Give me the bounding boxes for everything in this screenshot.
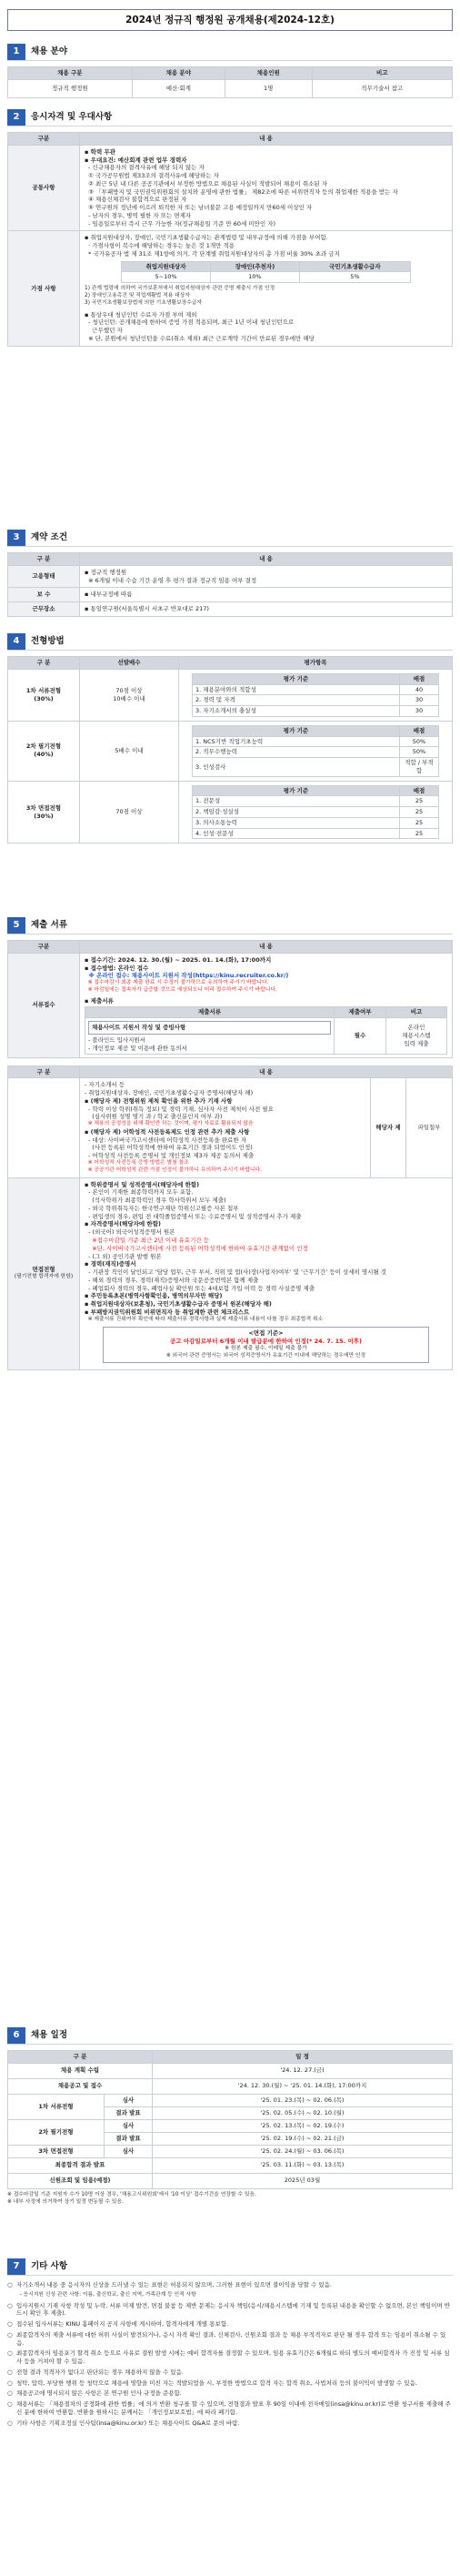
table-header: 비고 [312, 67, 452, 80]
preference-extra: 근무했던 자 [85, 327, 123, 335]
preference-table [121, 261, 411, 284]
table-header: 구 분 [8, 1066, 80, 1078]
table-header: 평가 기준 [193, 785, 400, 796]
section-title: 응시자격 및 우대사항 [31, 111, 113, 122]
table-header: 취업지원대상자 [121, 261, 210, 272]
section-title: 채용 분야 [31, 45, 68, 56]
bullet-icon: ○ [7, 2400, 13, 2409]
list-item-text: 최종합격자의 제출 서류에 대한 허위 사실이 발견되거나, 응시 자격 확인 결과, 신체검사, 신원조회 결과 등 채용 부적격자로 판단 될 경우 합격 또는 임용이 취소될 수 있음. [16, 2330, 446, 2347]
stage-ratio: (40%) [34, 751, 54, 759]
interview-doc-line: (석사학위가 최종학력인 경우 학사학위서 모두 제출) [85, 1197, 226, 1205]
list-item-text: 전형 결과 적격자가 없다고 판단되는 경우 채용하지 않을 수 있음. [16, 2368, 184, 2376]
preference-extra: - 청년인턴: 공개채용에 한하여 증빙 가점 적용되며, 최근 1년 이내 청년인턴으로 [85, 318, 295, 327]
table-row [8, 565, 453, 588]
schedule-date: '25. 02. 05.(수) ~ 02. 10.(월) [260, 2108, 345, 2116]
interview-doc-line: ▪ 학위증명서 및 성적증명서(해당자에 한함) [85, 1180, 200, 1188]
additional-docs-content [80, 1078, 453, 1177]
interview-doc-line: - (외국어) 외국어성적증명서 원본 [85, 1228, 175, 1237]
stage-ratio: (30%) [34, 812, 54, 820]
schedule-date-cell [153, 2145, 453, 2157]
interview-docs [80, 1177, 453, 1369]
interview-doc-line: ※단, 사이버국가고시센터에 사전 등록된 어학성적에 한하여 유효기간 관계없이 인정 [85, 1244, 308, 1252]
table-header: 채용 분야 [132, 67, 225, 80]
bullet-icon: ○ [7, 2349, 13, 2358]
submission-line: ▪ 접수기간: 2024. 12. 30.(월) ~ 2025. 01. 14.(화), 17:00까지 [85, 955, 272, 964]
table-row [8, 602, 453, 617]
row-label: 고용형태 [8, 565, 80, 588]
qualification-table [7, 132, 453, 347]
schedule-row [8, 2094, 453, 2119]
table-header: 배점 [400, 725, 439, 736]
etc-list [7, 2281, 453, 2428]
contract-line: ▪ 정규직 행정원 [85, 568, 127, 576]
criteria-row [193, 747, 439, 758]
additional-doc-line: - 자기소개서 등 [85, 1081, 125, 1089]
section-selection [7, 633, 453, 844]
additional-doc-line: (심사위원 성명 명기 과 / 학교 출신분인지 여부 과) [85, 1113, 223, 1121]
preference-extra: ※ 단, 본원에서 청년인턴을 수료(취소 제외) 최근 근로계약 기간이 만료된 경우에만 해당 [85, 334, 315, 342]
list-item-text: 입사지원시 기재 사항 작성 및 누락, 서류 미제 발견, 면접 불참 등 제반 문제는 응시자 책임(응시/채용시스템에 기재 및 등록된 내용을 확인할 수 없으면, 본인 책임이며 반드시 확인 후 제출). [16, 2301, 450, 2318]
criteria-score: 30 [400, 706, 439, 717]
table-header: 제출서류 [85, 1007, 335, 1018]
schedule-row [8, 2145, 453, 2157]
bullet-icon: ○ [7, 2379, 13, 2387]
submission-line: ※ 마감일에는 접속자가 급증할 것으로 예상되오니 미리 접수하여 주시기 바랍니다. [85, 986, 277, 993]
preference-line: ▪ 취업지원대상자, 장애인, 국민기초생활수급자는 관계법령 및 내부규정에 의해 가점을 부여함. [85, 234, 328, 242]
section-number: 3 [7, 530, 25, 546]
criteria-row [193, 684, 439, 695]
section-header [7, 917, 453, 934]
stage-name: 3차 면접전형 [25, 803, 62, 812]
sub-title: ▪ 제출서류 [85, 996, 114, 1005]
bullet-icon: ○ [7, 2330, 13, 2339]
schedule-stage: 채용공고 및 접수 [8, 2078, 153, 2094]
schedule-stage: 1차 서류전형 [8, 2095, 105, 2119]
row-label [8, 1177, 80, 1369]
schedule-note: ※ 접수마감일 기준 지원자 수가 10명 이상 경우, '채용고시위원회'에서 '10 이상' 접수기간을 연장할 수 있음. [7, 2191, 256, 2197]
common-requirements [80, 145, 453, 231]
list-item-text: 채용서류는 「채용절차의 공정화에 관한 법률」에 의거 반환 청구를 할 수 있으며, 전형결과 발표 후 90일 이내에 전자메일(insa@kinu.or.kr)로 반환 청구서를 제출해 주신 분에 한하여 반환함. 반환을 원하시는 분께서는 「개인정보보호법」에 따라 폐기함. [16, 2400, 451, 2416]
schedule-stage: 2차 필기전형 [8, 2120, 105, 2145]
table-header: 구분 [8, 941, 80, 954]
table-header: 장애인(추천자) [211, 261, 300, 272]
requirement-line: ③ 「부패방지 및 국민권익위원회의 설치와 운영에 관한 법률」 제82조에 따른 비위면직자 등의 취업제한 적용을 받는 자 [85, 187, 398, 196]
schedule-date: '25. 02. 24.(월) ~ 03. 06.(목) [260, 2147, 345, 2155]
table-header: 비고 [386, 1007, 447, 1018]
list-item [7, 2369, 453, 2377]
interview-label: 면접전형 [32, 1266, 55, 1274]
criteria-name: 1. NCS기반 직업기초능력 [193, 736, 400, 747]
section-number: 6 [7, 2027, 25, 2044]
additional-docs-table [7, 1066, 453, 1370]
bullet-icon: ○ [7, 2368, 13, 2376]
schedule-date-cell [153, 2094, 453, 2119]
schedule-date: '24. 12. 30.(월) ~ '25. 01. 14.(화), 17:00까지 [153, 2078, 453, 2094]
row-label: 근무장소 [8, 602, 80, 617]
list-item [7, 2400, 453, 2417]
additional-doc-line: ※ 채용의 공정성을 위해 확인만 하는 것이며, 평가 자료로 활용되지 않음 [85, 1121, 254, 1127]
stage-name: 1차 서류전형 [25, 687, 62, 695]
schedule-row [8, 2173, 453, 2188]
stage-row [8, 721, 453, 781]
additional-doc-line: ※ 공공기관 어학성적 관련 가점 인정이 불가하니 유의하여 주시기 바랍니다. [85, 1167, 262, 1173]
stage-row [8, 781, 453, 844]
schedule-stage: 3차 면접전형 [8, 2146, 105, 2157]
additional-doc-line: ※ 어학성적 사전등록 증빙 방법은 별첨 참조 [85, 1159, 189, 1166]
row-label: 보 수 [8, 588, 80, 602]
criteria-row [193, 817, 439, 828]
schedule-stage: 최종합격 결과 발표 [8, 2157, 153, 2173]
submission-line: ▪ 접수방법: 온라인 접수 [85, 964, 149, 972]
schedule-substage: 심사 [122, 2147, 135, 2155]
criteria-name: 1. 전문성 [193, 796, 400, 807]
interview-note-line: ※ 원본 제출 필수, 이메일 제출 불가 [225, 1345, 307, 1351]
row-content [80, 565, 453, 588]
list-item-text: 기타 사항은 기획조정실 인사팀(insa@kinu.or.kr) 또는 채용사이트 Q&A로 문의 바람. [16, 2419, 240, 2427]
preference-line: · 가점사항이 복수에 해당하는 경우는 높은 것 1개만 적용 [85, 242, 235, 250]
doc-item: - 블라인드 입사지원서 [88, 1035, 145, 1044]
requirement-line: ① 국가공무원법 제33조의 결격사유에 해당하는 자 [85, 172, 219, 180]
list-item-text: 최종합격자의 임용포기 할격 취소 등으로 사유로 결원 발생 시에는 예비 합격자를 결정할 수 있으며, 임용 유효기간은 6개월로 하되 별도의 예비합격자 가 진정 및 서류 심사 등을 거쳐야 할 수 있음. [16, 2349, 450, 2366]
stage-name-cell [8, 669, 80, 721]
interview-doc-line: - 해외 경력의 경우, 경력(재직)증명서와 국문공증번역본 함께 제출 [85, 1276, 259, 1284]
criteria-name: 2. 직무수행능력 [193, 747, 400, 758]
schedule-substage: 결과 발표 [115, 2108, 141, 2116]
criteria-row [193, 758, 439, 777]
schedule-stage-cell [8, 2094, 153, 2119]
stage-name-cell [8, 721, 80, 781]
required-cell: 필수 [335, 1018, 386, 1054]
section-number: 4 [7, 633, 25, 650]
stage-ratio: (30%) [34, 694, 54, 702]
list-item [7, 2331, 453, 2348]
requirement-line: ▪ 우대요건: 예산회계 관련 업무 경력자 [85, 156, 187, 164]
table-header: 평가 기준 [193, 725, 400, 736]
table-cell: 5% [299, 272, 410, 283]
section-number: 1 [7, 44, 25, 60]
criteria-score: 50% [400, 736, 439, 747]
table-header: 선발배수 [80, 657, 179, 670]
doc2-note2: 파일첨부 [417, 1124, 441, 1132]
doc2-note: 해당자 제 [371, 1078, 406, 1177]
criteria-row [193, 796, 439, 807]
schedule-stage-cell [8, 2145, 153, 2157]
schedule-date: '25. 03. 11.(화) ~ 03. 13.(목) [153, 2157, 453, 2173]
criteria-table [192, 673, 439, 717]
select-ratio: 70점 이상 10배수 이내 [80, 669, 179, 721]
table-header: 구분 [8, 133, 80, 146]
table-header: 구 분 [8, 2051, 153, 2064]
table-header: 배점 [400, 673, 439, 684]
list-item [7, 2281, 453, 2289]
table-cell: 예산·회계 [132, 79, 225, 97]
schedule-row [8, 2119, 453, 2145]
requirement-line: - 남자의 경우, 병역 필한 자 또는 면제자 [85, 211, 192, 219]
table-row [8, 588, 453, 602]
criteria-row [193, 736, 439, 747]
interview-sublabel: (필기전형 합격자에 한함) [14, 1274, 74, 1280]
preference-note: 2) 장애인고용촉진 및 직업재활법 적용 대상자 [85, 293, 190, 299]
select-ratio: 70점 이상 [80, 781, 179, 844]
list-item [7, 2292, 453, 2299]
table-header: 내 용 [80, 553, 453, 566]
schedule-stage-cell [8, 2119, 153, 2145]
row-label: 서류접수 [8, 953, 80, 1057]
section-title: 전형방법 [31, 635, 65, 646]
interview-note-line: ※ 외국어 관련 증명서는 외국어 성적증명서가 유효기간 이내에 해당하는 경우에만 인정 [165, 1352, 366, 1359]
criteria-name: 2. 경력 및 자격 [193, 695, 400, 706]
additional-doc-line: (사전 등록된 어학성적에 한하여 유효기간 경과 되었어도 인정) [85, 1144, 253, 1152]
interview-doc-line: - 폐업회사 경력의 경우, 폐업사실 확인원 또는 4대보험 가입 이력 등 경력 사실증명 제출 [85, 1284, 315, 1292]
submission-line: ※ 접수마감시 최종 제출 완료 시 수정이 불가하므로 유의하여 주시기 바랍니다. [85, 980, 269, 986]
section-title: 계약 조건 [31, 531, 68, 542]
schedule-row [8, 2063, 453, 2078]
section-header [7, 2258, 453, 2276]
criteria-score: 50% [400, 747, 439, 758]
schedule-date: 2025년 03월 [153, 2173, 453, 2188]
submission-line: ※ 온라인 접수: 채용사이트 지원서 작성(https://kinu.recruiter.co.kr/) [85, 972, 289, 980]
section-documents [7, 917, 453, 1370]
list-item-text: 채용공고에 명시되지 않은 사항은 본 연구원 인사 규정을 준용함. [16, 2389, 182, 2398]
section-title: 채용 일정 [31, 2029, 68, 2040]
table-header: 채용인원 [225, 67, 312, 80]
criteria-name: 3. 의사소통능력 [193, 817, 400, 828]
criteria-row [193, 706, 439, 717]
interview-doc-line: ▪ 주민등록초본(병역사항확인용, 병역의무자만 해당) [85, 1292, 223, 1300]
contract-line: ▪ 통일연구원(서울특별시 서초구 반포대로 217) [85, 605, 209, 613]
section-header [7, 44, 453, 61]
stage-name: 2차 필기전형 [25, 742, 62, 751]
list-item-text: 청탁, 압력, 부당한 행위 등 청탁으로 채용에 영향을 미친 자는 적발되었을 시, 부정한 방법으로 합격 자는 합격 취소, 사법처리 등의 불이익이 발생할 수 있음. [16, 2379, 417, 2387]
table-header: 평가 기준 [193, 673, 400, 684]
row-label: 공통사항 [8, 145, 80, 231]
section-contract [7, 530, 453, 617]
schedule-substage: 심사 [105, 2095, 152, 2107]
doc-cell [85, 1018, 335, 1054]
additional-doc-line: ▪ (해당자 제) 어학성적 사전등록제도 인정 관련 추가 제출 사항 [85, 1127, 250, 1136]
section-header [7, 109, 453, 126]
requirement-line: ② 최근 5년 내 다른 공공기관에서 부정한 방법으로 채용된 사실이 적발되어 채용이 취소된 자 [85, 179, 328, 187]
interview-note-title: <면접 기준> [248, 1329, 284, 1338]
criteria-score: 25 [400, 796, 439, 807]
section-number: 2 [7, 109, 25, 126]
section-header [7, 2027, 453, 2045]
row-label: 가점 사항 [8, 231, 80, 346]
criteria-score: 25 [400, 807, 439, 818]
table-header: 내 용 [80, 941, 453, 954]
interview-doc-line: - 편입생의 경우, 편입 전 대학졸업증명서 또는 수료증명서 및 성적증명서 추가 제출 [85, 1212, 302, 1220]
criteria-name: 3. 인성검사 [193, 758, 400, 777]
schedule-note: ※ 내부 사정에 의거하여 상기 일정 변동될 수 있음. [7, 2198, 124, 2205]
row-content [80, 602, 453, 617]
table-header: 내 용 [80, 133, 453, 146]
preference-content [80, 231, 453, 346]
stage-row [8, 669, 453, 721]
requirement-line: ⑤ 연구원의 정년에 이르러 퇴직한 자 또는 남녀불문 고용 예정일까지 만60세 이상인 자 [85, 204, 313, 212]
criteria-name: 4. 인성·전문성 [193, 828, 400, 839]
bullet-icon: ○ [7, 2389, 13, 2398]
requirement-line: ▪ 학력 무관 [85, 147, 116, 156]
interview-doc-line: - 기관장 직인이 날인되고 ‘담당 업무, 근무 부서, 직위 및 업(사)장(사업자)여부’ 및 ‘근무기간’ 등이 상세히 명시될 것 [85, 1268, 387, 1277]
list-item [7, 2302, 453, 2318]
note-cell: 온라인 채용시스템 입력 제출 [386, 1018, 447, 1054]
bullet-icon: ○ [7, 2419, 13, 2427]
criteria-name: 2. 책임감·성실성 [193, 807, 400, 818]
requirement-line: - 신규채용자의 결격사유에 해당 되지 않는 자 [85, 164, 205, 172]
additional-doc-line: - 어학성적 사전등록 증명서 및 개인정보 제3자 제공 동의서 제출 [85, 1152, 255, 1160]
stage-name-cell [8, 781, 80, 844]
interview-doc-line: ▪ 취업지원대상자(보훈청), 국민기초생활수급자 증명서 원본(해당자 해) [85, 1300, 272, 1308]
section-number: 7 [7, 2258, 25, 2275]
schedule-table [7, 2050, 453, 2189]
contract-line: ※ 6개월 이내 수습 기간 운영 후 평가 결과 정규직 임용 여부 결정 [85, 576, 257, 584]
list-item [7, 2419, 453, 2428]
preference-note: 3) 국민기초생활보장법에 의한 기초생활보장수급자 [85, 299, 203, 306]
contract-line: ▪ 내부규정에 따름 [85, 591, 133, 599]
section-header [7, 633, 453, 651]
table-header: 일 정 [153, 2051, 453, 2064]
criteria-score: 적합 / 부적합 [400, 758, 439, 777]
table-header: 제출여부 [335, 1007, 386, 1018]
schedule-date: '25. 02. 13.(목) ~ 02. 19.(수) [153, 2120, 452, 2133]
preference-note: 1) 관계 법령에 의하여 국가보훈처에서 취업지원대상자 관련 증명 제출시 가점 인정 [85, 286, 275, 292]
table-header: 평가항목 [179, 657, 453, 670]
criteria-name: 1. 채용분야와의 적합성 [193, 684, 400, 695]
bullet-icon: ○ [7, 2281, 13, 2288]
requirement-line: - 임용일로부터 즉시 근무 가능한 자(정규채용일 기준 만 60세 미만인 자) [85, 219, 276, 227]
row-content [80, 588, 453, 602]
recruitment-table [7, 66, 453, 98]
list-item [7, 2379, 453, 2388]
interview-doc-line: ▪ 경력(재직)증명서 [85, 1260, 136, 1268]
select-ratio: 5배수 이내 [80, 721, 179, 781]
interview-note-line: 공고 마감일로부터 6개월 이내 발급분에 한하여 인정(* 24. 7. 15. 이후) [170, 1338, 362, 1346]
interview-doc-line: - 외국 학위취득자는 한국연구재단 학위신고필증 사본 첨부 [85, 1204, 239, 1212]
schedule-stage: 신원조회 및 임용(예정) [8, 2173, 153, 2188]
section-title: 기타 사항 [31, 2260, 68, 2271]
table-header: 채용 구분 [8, 67, 133, 80]
table-header: 내 용 [80, 1066, 453, 1078]
interview-doc-line: ※접수마감일 기준 최근 2년 이내 유효기간 등 [85, 1236, 209, 1244]
preference-line: * 국가유공자 법 제 31조 제1항에 의거, 각 단계별 취업지원대상자의 총 가점 비율 30% 초과 금지 [85, 249, 340, 258]
section-schedule [7, 2027, 453, 2206]
section-recruitment-field [7, 44, 453, 98]
criteria-cell [179, 781, 453, 844]
table-cell: 정규직 행정원 [8, 79, 133, 97]
criteria-score: 25 [400, 817, 439, 828]
schedule-substage: 결과 발표 [115, 2134, 141, 2142]
section-etc [7, 2258, 453, 2430]
schedule-row [8, 2157, 453, 2173]
table-header: 배점 [400, 785, 439, 796]
table-header: 구 분 [8, 553, 80, 566]
schedule-date: '24. 12. 27.(금) [153, 2063, 453, 2078]
schedule-date: '25. 02. 19.(수) ~ 02. 21.(금) [260, 2134, 345, 2142]
section-header [7, 530, 453, 547]
criteria-cell [179, 669, 453, 721]
interview-doc-line: ▪ 부패방지권익위원회 비위면직자 등 취업제한 관련 체크리스트 [85, 1308, 250, 1316]
table-cell: 직무기술서 참고 [312, 79, 452, 97]
preference-extra: ▪ 통상우대 청년인턴 수료자 가점 부여 제외 [85, 310, 197, 318]
bullet-icon [7, 2292, 16, 2299]
list-item [7, 2349, 453, 2366]
table-cell: 5~10% [121, 272, 210, 283]
criteria-score: 40 [400, 684, 439, 695]
list-item-text: - 응시지원 신상 관련 사항: 이름, 출신학교, 출신 지역, 가족관계 등 인적 사항 [16, 2291, 196, 2298]
list-item [7, 2389, 453, 2398]
page-title: 2024년 정규직 행정원 공개채용(제2024-12호) [7, 9, 453, 31]
criteria-row [193, 807, 439, 818]
contract-table [7, 552, 453, 617]
additional-doc-line: - 대상: 사이버국가고시센터에 어학성적 사전등록을 완료한 자 [85, 1136, 247, 1144]
criteria-row [193, 828, 439, 839]
additional-doc-line: - 학력 이상 학위(취득 정보) 및 경력 기재, 심사자 사전 제척이 사전 필요 [85, 1105, 274, 1113]
doc-item: - 개인정보 제공 및 이용에 관한 동의서 [88, 1044, 187, 1052]
criteria-score: 25 [400, 828, 439, 839]
table-header: 국민기초생활수급자 [299, 261, 410, 272]
criteria-name: 3. 자기소개서의 충실성 [193, 706, 400, 717]
schedule-stage: 채용 계획 수립 [8, 2063, 153, 2078]
documents-table [7, 940, 453, 1058]
section-qualifications [7, 109, 453, 347]
criteria-table [192, 725, 439, 777]
submission-info [80, 953, 453, 1057]
interview-doc-line: - 본인이 기재한 최종학력까지 모두 포함. [85, 1188, 194, 1197]
section-number: 5 [7, 917, 25, 934]
list-item [7, 2320, 453, 2329]
additional-doc-line: ▪ (해당자 제) 전형위원 제척 확인을 위한 추가 기재 사항 [85, 1096, 233, 1105]
table-cell: 10% [211, 272, 300, 283]
section-title: 제출 서류 [31, 919, 68, 930]
list-item-text: 접수된 입사서류는 KINU 홈페이지 공지 사항에 게시하여, 합격자에게 개별 통보함. [16, 2320, 229, 2329]
doc-title: 채용사이트 지원서 작성 및 증빙사항 [88, 1021, 331, 1035]
requirement-line: ④ 채용신체검사 불합격으로 판정된 자 [85, 196, 187, 204]
interview-note-box [103, 1327, 429, 1362]
table-header: 구 분 [8, 657, 80, 670]
schedule-row [8, 2078, 453, 2094]
additional-doc-line: - 취업지원대상자, 장애인, 국민기초생활수급자 증명서(해당자 해) [85, 1089, 254, 1097]
criteria-row [193, 695, 439, 706]
bullet-icon: ○ [7, 2320, 13, 2329]
interview-doc-line: ※ 제출서류 진위여부 확인에 따라 제출서류 경력사항과 실제 제출서류 내용이 다를 경우 최종합격 취소 [85, 1316, 324, 1322]
criteria-table [192, 785, 439, 840]
list-item-text: 자기소개서 내용 중 응시자의 신상을 드러낼 수 있는 표현은 허용되지 않으며, 그러한 표현이 있으면 불이익을 당할 수 있음. [16, 2281, 332, 2288]
interview-doc-line: - (그 외) 공인기관 발행 원본 [85, 1252, 162, 1260]
criteria-cell [179, 721, 453, 781]
table-cell: 1명 [225, 79, 312, 97]
criteria-score: 30 [400, 695, 439, 706]
schedule-substage: 심사 [105, 2120, 152, 2133]
schedule-date-cell [153, 2119, 453, 2145]
schedule-date: '25. 01. 23.(목) ~ 02. 06.(목) [153, 2095, 452, 2107]
interview-doc-line: ▪ 자격증명서(해당자에 한함) [85, 1220, 161, 1228]
selection-table [7, 656, 453, 844]
bullet-icon: ○ [7, 2301, 13, 2309]
submit-doc-table [85, 1006, 447, 1054]
